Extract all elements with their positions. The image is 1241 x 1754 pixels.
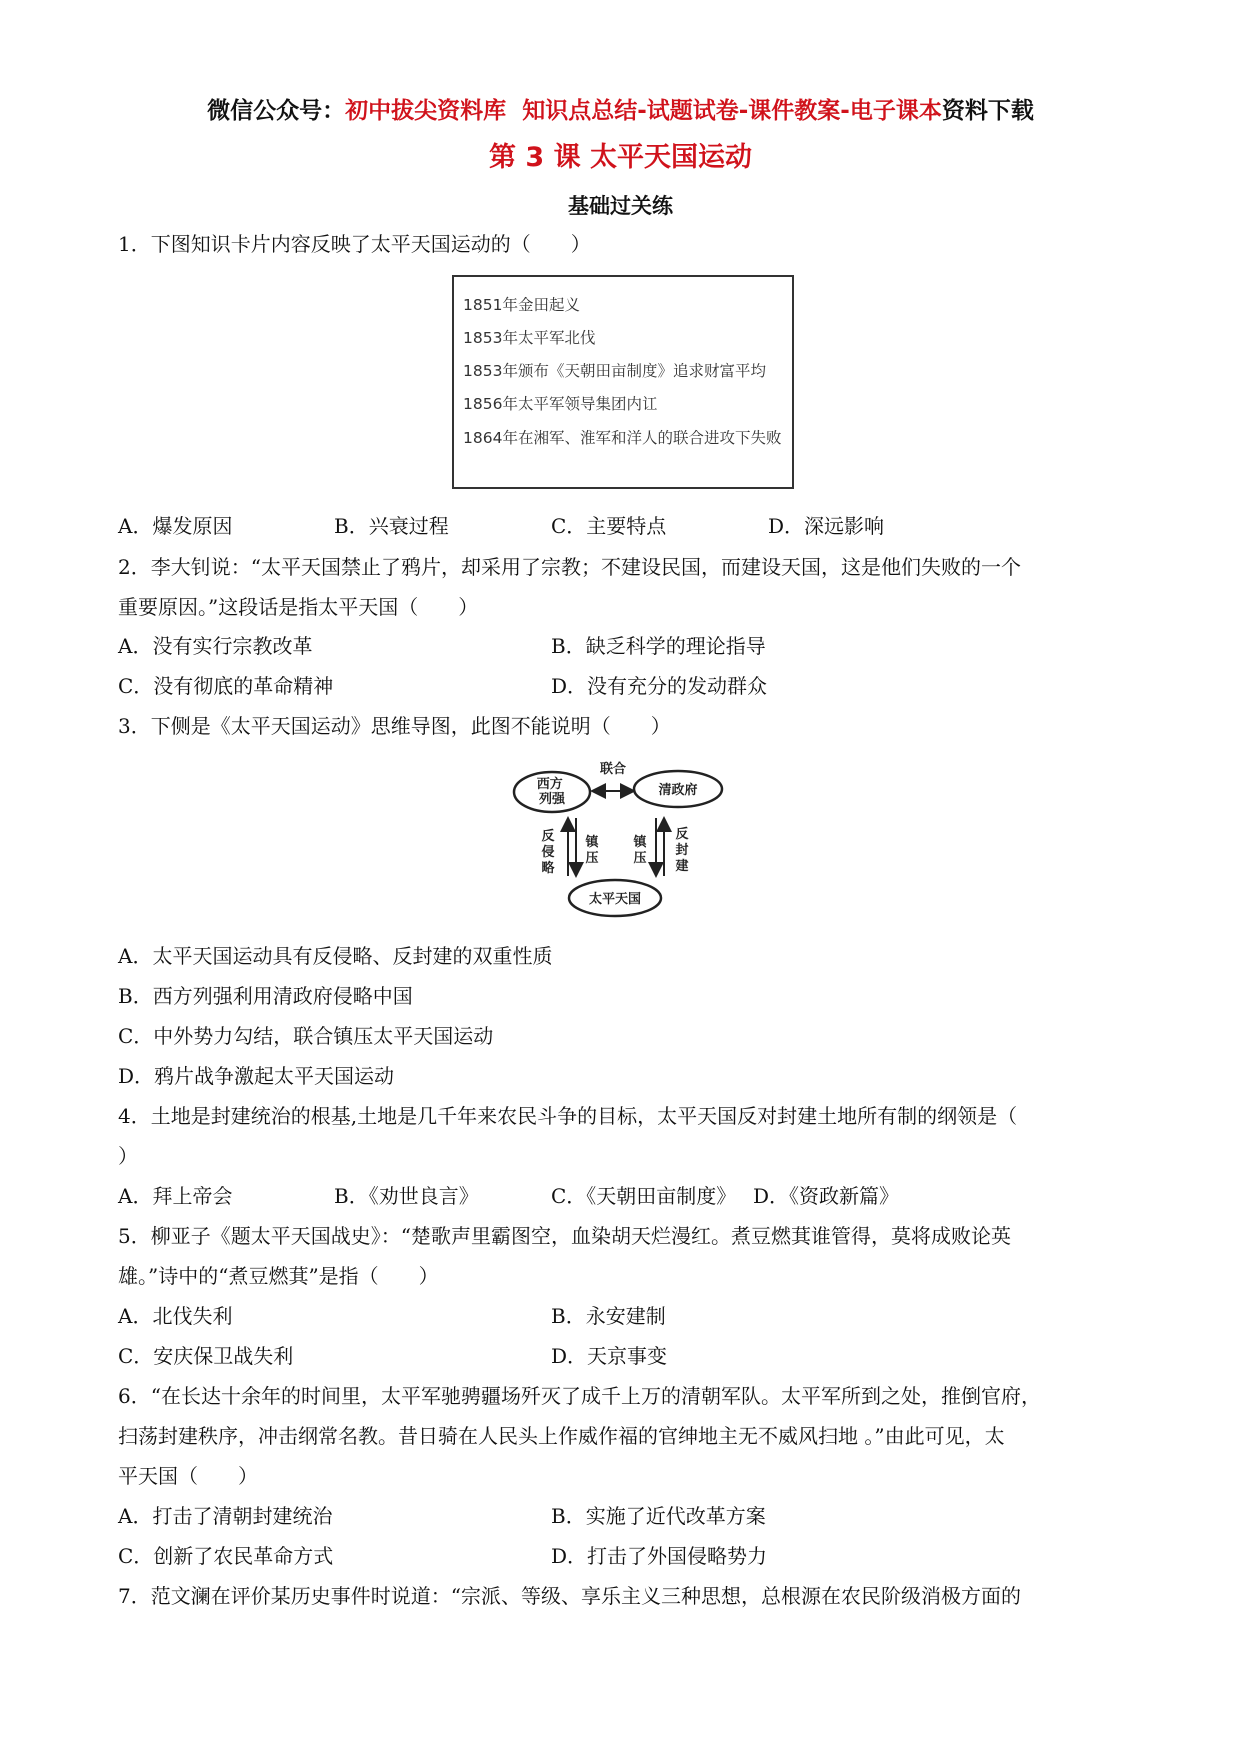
label-char: 压 [585,851,599,866]
label-char: 封 [675,843,689,858]
header-prefix: 微信公众号： [207,98,346,124]
label-char: 反 [675,827,689,842]
top-arrow-label: 联合 [599,762,627,777]
knowledge-card [452,275,794,489]
question-2-option-b[interactable]: B．缺乏科学的理论指导 [551,634,766,658]
header-brand: 初中拔尖资料库 [345,98,507,124]
question-3-option-a[interactable]: A．太平天国运动具有反侵略、反封建的双重性质 [118,944,553,968]
question-1-option-c[interactable]: C．主要特点 [551,514,667,538]
question-1-stem: 1．下图知识卡片内容反映了太平天国运动的（ ） [118,232,591,256]
question-4-option-d[interactable]: D．《资政新篇》 [753,1184,900,1208]
question-1-option-d[interactable]: D．深远影响 [768,514,885,538]
section-title: 基础过关练 [568,194,673,218]
question-4-option-c[interactable]: C．《天朝田亩制度》 [551,1184,737,1208]
node-label-line-2: 列强 [538,792,566,807]
left-inner-label [584,834,599,866]
question-5-stem-line-2: 雄。”诗中的“煮豆燃萁”是指（ ） [118,1264,439,1288]
question-3-option-c[interactable]: C．中外势力勾结，联合镇压太平天国运动 [118,1024,494,1048]
label-char: 镇 [585,835,599,850]
question-4-option-b[interactable]: B．《劝世良言》 [334,1184,479,1208]
label-char: 反 [541,829,555,844]
question-5-stem-line-1: 5．柳亚子《题太平天国战史》：“楚歌声里霸图空，血染胡天烂漫红。煮豆燃萁谁管得，莫将成败论英 [118,1224,1011,1248]
question-2-stem-line-1: 2．李大钊说：“太平天国禁止了鸦片，却采用了宗教；不建设民国，而建设天国，这是他们失败的一个 [118,555,1021,579]
question-6-option-a[interactable]: A．打击了清朝封建统治 [118,1504,333,1528]
question-3-option-b[interactable]: B．西方列强利用清政府侵略中国 [118,984,413,1008]
node-western-powers-label [537,776,568,807]
question-2-option-d[interactable]: D．没有充分的发动群众 [551,674,768,698]
card-line: 1853年颁布《天朝田亩制度》追求财富平均 [463,362,766,380]
question-2-option-c[interactable]: C．没有彻底的革命精神 [118,674,334,698]
left-outer-label [541,828,555,876]
question-6-option-c[interactable]: C．创新了农民革命方式 [118,1544,334,1568]
question-2-stem-line-2: 重要原因。”这段话是指太平天国（ ） [118,595,479,619]
header-suffix: 资料下载 [941,98,1034,124]
right-inner-label [632,834,647,866]
node-qing-government-label: 清政府 [658,783,698,798]
question-5-option-b[interactable]: B．永安建制 [551,1304,666,1328]
label-char: 侵 [541,845,555,860]
question-5-option-c[interactable]: C．安庆保卫战失利 [118,1344,294,1368]
page-header [0,92,1241,125]
question-4-option-a[interactable]: A．拜上帝会 [118,1184,233,1208]
question-1-option-a[interactable]: A．爆发原因 [118,514,233,538]
card-line: 1864年在湘军、淮军和洋人的联合进攻下失败 [463,429,782,447]
question-6-stem-line-2: 扫荡封建秩序，冲击纲常名教。昔日骑在人民头上作威作福的官绅地主无不威风扫地 。”由此可见，太 [118,1424,1005,1448]
question-5-option-a[interactable]: A．北伐失利 [118,1304,233,1328]
label-char: 略 [541,861,555,876]
question-7-stem-line-1: 7．范文澜在评价某历史事件时说道：“宗派、等级、享乐主义三种思想，总根源在农民阶级消极方面的 [118,1584,1021,1608]
question-1-option-b[interactable]: B．兴衰过程 [334,514,449,538]
question-6-option-d[interactable]: D．打击了外国侵略势力 [551,1544,768,1568]
card-line: 1856年太平军领导集团内讧 [463,395,658,413]
question-3-stem: 3．下侧是《太平天国运动》思维导图，此图不能说明（ ） [118,714,671,738]
label-char: 压 [633,851,647,866]
question-6-stem-line-3: 平天国（ ） [118,1464,258,1488]
lesson-title: 第 3 课 太平天国运动 [489,142,752,173]
label-char: 建 [675,859,689,874]
label-char: 镇 [633,835,647,850]
node-taiping-label: 太平天国 [588,892,642,907]
question-4-stem-line-1: 4．土地是封建统治的根基,土地是几千年来农民斗争的目标，太平天国反对封建土地所有制的纲领是（ [118,1104,1018,1128]
question-3-option-d[interactable]: D．鸦片战争激起太平天国运动 [118,1064,395,1088]
question-4-stem-line-2: ） [118,1144,138,1168]
mind-map-diagram [510,754,730,924]
header-topics: 知识点总结-试题试卷-课件教案-电子课本 [522,98,942,124]
card-line: 1853年太平军北伐 [463,329,596,347]
question-5-option-d[interactable]: D．天京事变 [551,1344,668,1368]
question-6-stem-line-1: 6．“在长达十余年的时间里，太平军驰骋疆场歼灭了成千上万的清朝军队。太平军所到之处，推倒官府， [118,1384,1041,1408]
right-outer-label [674,826,688,874]
card-line: 1851年金田起义 [463,296,580,314]
question-2-option-a[interactable]: A．没有实行宗教改革 [118,634,313,658]
node-label-line-1: 西方 [536,777,563,792]
question-6-option-b[interactable]: B．实施了近代改革方案 [551,1504,766,1528]
